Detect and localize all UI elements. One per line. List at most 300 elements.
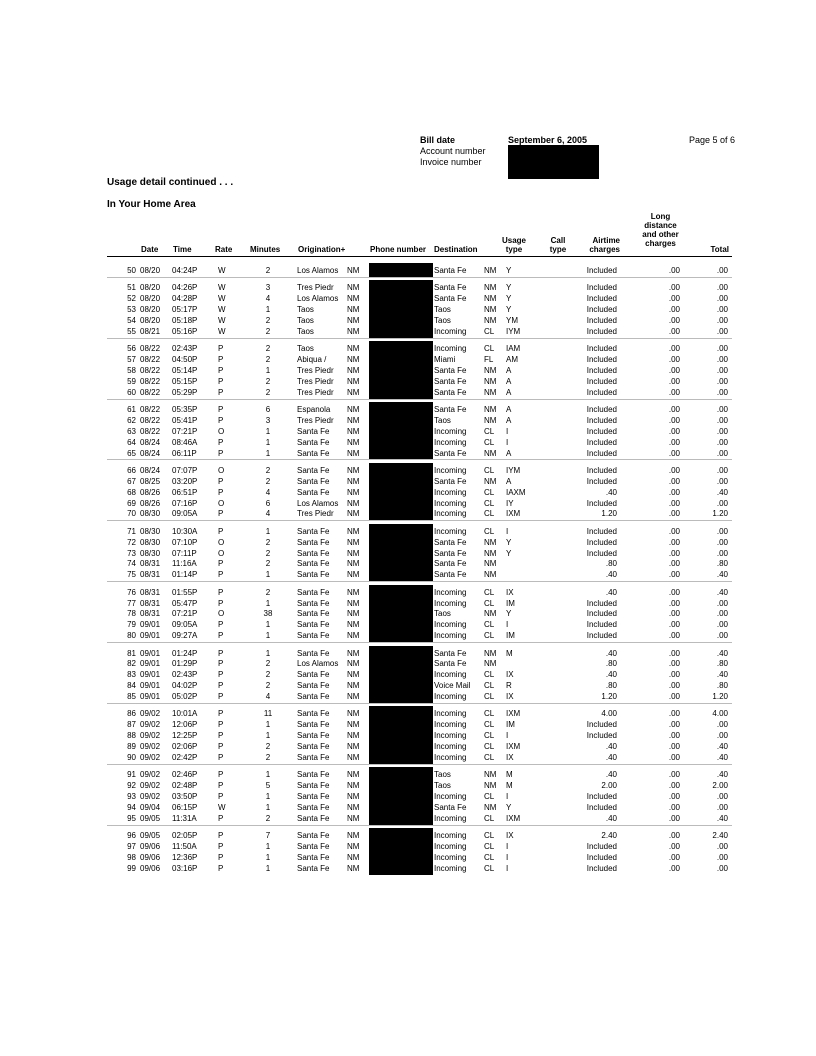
call-time: 04:50P xyxy=(172,355,198,365)
airtime-charges: Included xyxy=(586,366,617,375)
call-time: 02:05P xyxy=(172,831,198,841)
dest-state: CL xyxy=(484,691,495,701)
group-divider xyxy=(107,581,732,582)
call-date: 09/05 xyxy=(140,813,161,823)
call-minutes: 2 xyxy=(265,476,271,486)
origin-city: Santa Fe xyxy=(297,537,330,547)
dest-city: Santa Fe xyxy=(434,548,467,558)
origin-city: Santa Fe xyxy=(297,852,330,862)
col-airtime-charges xyxy=(575,236,620,254)
origin-city: Santa Fe xyxy=(297,802,330,812)
call-minutes: 1 xyxy=(265,526,271,536)
origin-city: Santa Fe xyxy=(297,609,330,619)
call-rate: O xyxy=(218,466,225,475)
ld-charges: .00 xyxy=(668,741,680,751)
dest-state: NM xyxy=(484,648,497,658)
ld-charges: .00 xyxy=(668,294,680,304)
group-divider xyxy=(107,459,732,460)
call-rate: P xyxy=(218,598,224,608)
origin-state: NM xyxy=(347,466,360,475)
call-time: 07:16P xyxy=(172,498,198,508)
airtime-charges: Included xyxy=(586,294,617,304)
call-date: 08/20 xyxy=(140,266,161,275)
header-rule xyxy=(107,256,732,257)
call-time: 11:16A xyxy=(172,559,197,569)
dest-state: CL xyxy=(484,863,495,873)
dest-city: Taos xyxy=(434,316,451,325)
origin-city: Tres Piedr xyxy=(297,416,334,425)
call-rate: P xyxy=(218,526,224,536)
redacted-phone-numbers xyxy=(369,585,433,643)
ld-charges: .00 xyxy=(668,405,680,415)
call-date: 08/31 xyxy=(140,598,161,608)
airtime-charges: Included xyxy=(586,852,617,862)
usage-type: Y xyxy=(506,266,512,275)
origin-state: NM xyxy=(347,448,360,458)
row-number: 53 xyxy=(127,305,136,315)
dest-city: Incoming xyxy=(434,344,467,354)
dest-state: CL xyxy=(484,831,495,841)
row-number: 74 xyxy=(127,559,136,569)
col-ld-line2: distance xyxy=(644,221,677,230)
call-minutes: 2 xyxy=(265,376,271,386)
call-time: 04:26P xyxy=(172,283,198,293)
usage-type: R xyxy=(506,681,512,691)
ld-charges: .00 xyxy=(668,326,680,336)
row-number: 66 xyxy=(127,466,136,475)
origin-city: Tres Piedr xyxy=(297,387,334,397)
row-number: 98 xyxy=(127,852,136,862)
call-date: 09/02 xyxy=(140,741,161,751)
call-rate: W xyxy=(218,266,226,275)
row-number: 80 xyxy=(127,631,136,641)
call-rate: P xyxy=(218,770,224,780)
call-date: 09/01 xyxy=(140,681,161,691)
origin-city: Santa Fe xyxy=(297,720,330,730)
ld-charges: .00 xyxy=(668,376,680,386)
dest-city: Incoming xyxy=(434,831,467,841)
call-rate: P xyxy=(218,813,224,823)
call-date: 09/01 xyxy=(140,620,161,630)
call-date: 08/22 xyxy=(140,376,161,386)
origin-state: NM xyxy=(347,752,360,762)
usage-type: I xyxy=(506,841,509,851)
usage-type: I xyxy=(506,426,509,436)
origin-state: NM xyxy=(347,659,360,669)
usage-type: A xyxy=(506,476,512,486)
dest-state: CL xyxy=(484,426,495,436)
origin-city: Santa Fe xyxy=(297,670,330,680)
ld-charges: .00 xyxy=(668,316,680,325)
dest-city: Incoming xyxy=(434,863,467,873)
dest-state: NM xyxy=(484,548,497,558)
origin-city: Santa Fe xyxy=(297,466,330,475)
row-number: 52 xyxy=(127,294,136,304)
origin-state: NM xyxy=(347,620,360,630)
origin-state: NM xyxy=(347,266,360,275)
dest-state: NM xyxy=(484,294,497,304)
usage-type: Y xyxy=(506,609,512,619)
origin-city: Santa Fe xyxy=(297,526,330,536)
total-charges: .00 xyxy=(716,791,728,801)
origin-state: NM xyxy=(347,570,360,580)
call-minutes: 7 xyxy=(265,831,271,841)
row-number: 51 xyxy=(127,283,136,293)
call-date: 08/31 xyxy=(140,559,161,569)
dest-city: Voice Mail xyxy=(434,681,471,691)
row-number: 63 xyxy=(127,426,136,436)
total-charges: .40 xyxy=(716,570,728,580)
call-time: 02:43P xyxy=(172,344,198,354)
call-time: 05:47P xyxy=(172,598,198,608)
dest-city: Incoming xyxy=(434,526,467,536)
airtime-charges: .40 xyxy=(605,670,617,680)
dest-state: CL xyxy=(484,841,495,851)
ld-charges: .00 xyxy=(668,448,680,458)
origin-city: Santa Fe xyxy=(297,548,330,558)
dest-city: Incoming xyxy=(434,841,467,851)
dest-city: Santa Fe xyxy=(434,283,467,293)
call-minutes: 1 xyxy=(265,720,271,730)
origin-state: NM xyxy=(347,294,360,304)
call-minutes: 2 xyxy=(265,355,271,365)
total-charges: .00 xyxy=(716,305,728,315)
dest-state: NM xyxy=(484,659,497,669)
call-date: 08/30 xyxy=(140,537,161,547)
origin-state: NM xyxy=(347,387,360,397)
row-number: 58 xyxy=(127,366,136,375)
call-minutes: 38 xyxy=(263,609,273,619)
total-charges: .00 xyxy=(716,498,728,508)
call-rate: P xyxy=(218,387,224,397)
row-number: 83 xyxy=(127,670,136,680)
call-minutes: 2 xyxy=(265,266,271,275)
ld-charges: .00 xyxy=(668,526,680,536)
call-time: 03:16P xyxy=(172,863,198,873)
origin-state: NM xyxy=(347,609,360,619)
usage-type: IXM xyxy=(506,741,521,751)
airtime-charges: Included xyxy=(586,609,617,619)
origin-state: NM xyxy=(347,366,360,375)
origin-state: NM xyxy=(347,487,360,497)
dest-state: CL xyxy=(484,598,495,608)
usage-type: IX xyxy=(506,752,514,762)
col-usage-line1: Usage xyxy=(501,236,526,245)
group-divider xyxy=(107,825,732,826)
dest-city: Incoming xyxy=(434,487,467,497)
origin-state: NM xyxy=(347,416,360,425)
call-minutes: 4 xyxy=(265,487,271,497)
origin-city: Santa Fe xyxy=(297,681,330,691)
airtime-charges: 1.20 xyxy=(601,691,617,701)
origin-city: Santa Fe xyxy=(297,831,330,841)
ld-charges: .00 xyxy=(668,841,680,851)
call-time: 02:06P xyxy=(172,741,198,751)
call-minutes: 1 xyxy=(265,731,271,741)
call-time: 11:31A xyxy=(172,813,197,823)
dest-state: CL xyxy=(484,731,495,741)
total-charges: 2.40 xyxy=(712,831,728,841)
call-date: 09/02 xyxy=(140,720,161,730)
redacted-phone-numbers xyxy=(369,646,433,704)
dest-city: Incoming xyxy=(434,498,467,508)
call-date: 08/31 xyxy=(140,587,161,597)
call-minutes: 2 xyxy=(265,537,271,547)
group-divider xyxy=(107,399,732,400)
call-minutes: 1 xyxy=(265,841,271,851)
call-date: 08/25 xyxy=(140,476,161,486)
origin-state: NM xyxy=(347,691,360,701)
call-date: 09/02 xyxy=(140,752,161,762)
row-number: 89 xyxy=(127,741,136,751)
call-time: 07:10P xyxy=(172,537,198,547)
dest-city: Santa Fe xyxy=(434,294,467,304)
origin-city: Santa Fe xyxy=(297,587,330,597)
dest-state: CL xyxy=(484,620,495,630)
call-date: 08/24 xyxy=(140,466,161,475)
row-number: 60 xyxy=(127,387,136,397)
ld-charges: .00 xyxy=(668,691,680,701)
airtime-charges: Included xyxy=(586,537,617,547)
total-charges: 4.00 xyxy=(712,709,728,719)
airtime-charges: Included xyxy=(586,841,617,851)
call-rate: W xyxy=(218,305,226,315)
redacted-phone-numbers xyxy=(369,341,433,399)
total-charges: .00 xyxy=(716,466,728,475)
call-rate: P xyxy=(218,416,224,425)
group-divider xyxy=(107,764,732,765)
origin-state: NM xyxy=(347,526,360,536)
ld-charges: .00 xyxy=(668,426,680,436)
dest-state: NM xyxy=(484,559,497,569)
col-usage-type xyxy=(498,236,530,254)
total-charges: .40 xyxy=(716,770,728,780)
row-number: 64 xyxy=(127,437,136,447)
usage-type: A xyxy=(506,366,512,375)
dest-state: NM xyxy=(484,316,497,325)
total-charges: .00 xyxy=(716,344,728,354)
dest-state: CL xyxy=(484,852,495,862)
airtime-charges: Included xyxy=(586,598,617,608)
origin-city: Santa Fe xyxy=(297,770,330,780)
airtime-charges: Included xyxy=(586,548,617,558)
call-rate: P xyxy=(218,448,224,458)
airtime-charges: .40 xyxy=(605,770,617,780)
row-number: 77 xyxy=(127,598,136,608)
origin-city: Los Alamos xyxy=(297,266,339,275)
call-rate: P xyxy=(218,791,224,801)
row-number: 90 xyxy=(127,752,136,762)
ld-charges: .00 xyxy=(668,344,680,354)
dest-state: CL xyxy=(484,709,495,719)
call-date: 08/22 xyxy=(140,405,161,415)
row-number: 70 xyxy=(127,509,136,519)
ld-charges: .00 xyxy=(668,559,680,569)
dest-state: CL xyxy=(484,720,495,730)
usage-type: A xyxy=(506,448,512,458)
origin-state: NM xyxy=(347,741,360,751)
airtime-charges: Included xyxy=(586,426,617,436)
origin-state: NM xyxy=(347,498,360,508)
total-charges: .00 xyxy=(716,316,728,325)
dest-city: Incoming xyxy=(434,587,467,597)
origin-city: Santa Fe xyxy=(297,437,330,447)
total-charges: .00 xyxy=(716,548,728,558)
airtime-charges: Included xyxy=(586,863,617,873)
dest-state: CL xyxy=(484,487,495,497)
dest-city: Incoming xyxy=(434,437,467,447)
total-charges: .00 xyxy=(716,731,728,741)
call-time: 02:46P xyxy=(172,770,198,780)
origin-state: NM xyxy=(347,537,360,547)
dest-state: CL xyxy=(484,344,495,354)
origin-city: Tres Piedr xyxy=(297,376,334,386)
dest-state: CL xyxy=(484,437,495,447)
ld-charges: .00 xyxy=(668,620,680,630)
row-number: 65 xyxy=(127,448,136,458)
row-number: 85 xyxy=(127,691,136,701)
usage-type: Y xyxy=(506,537,512,547)
call-time: 02:43P xyxy=(172,670,198,680)
total-charges: .00 xyxy=(716,405,728,415)
call-rate: P xyxy=(218,752,224,762)
dest-city: Incoming xyxy=(434,741,467,751)
usage-type: A xyxy=(506,405,512,415)
call-date: 08/20 xyxy=(140,316,161,325)
call-date: 09/06 xyxy=(140,841,161,851)
origin-city: Santa Fe xyxy=(297,781,330,791)
call-rate: P xyxy=(218,709,224,719)
total-charges: .00 xyxy=(716,387,728,397)
redacted-phone-numbers xyxy=(369,828,433,875)
row-number: 96 xyxy=(127,831,136,841)
origin-state: NM xyxy=(347,720,360,730)
dest-city: Incoming xyxy=(434,720,467,730)
origin-state: NM xyxy=(347,709,360,719)
call-rate: W xyxy=(218,326,226,336)
call-rate: P xyxy=(218,831,224,841)
call-time: 10:01A xyxy=(172,709,198,719)
row-number: 94 xyxy=(127,802,136,812)
dest-city: Santa Fe xyxy=(434,405,467,415)
call-rate: O xyxy=(218,426,225,436)
call-minutes: 2 xyxy=(265,548,271,558)
airtime-charges: Included xyxy=(586,466,617,475)
airtime-charges: 4.00 xyxy=(601,709,617,719)
dest-state: NM xyxy=(484,283,497,293)
call-time: 05:41P xyxy=(172,416,198,425)
call-time: 07:21P xyxy=(172,426,198,436)
col-call-line1: Call xyxy=(550,236,566,245)
call-date: 08/30 xyxy=(140,548,161,558)
airtime-charges: .40 xyxy=(605,752,617,762)
group-divider xyxy=(107,277,732,278)
call-minutes: 1 xyxy=(265,598,271,608)
usage-type: M xyxy=(506,781,513,791)
origin-city: Abiqua / xyxy=(297,355,327,365)
airtime-charges: Included xyxy=(586,344,617,354)
row-number: 81 xyxy=(127,648,136,658)
total-charges: .40 xyxy=(716,752,728,762)
call-rate: P xyxy=(218,648,224,658)
ld-charges: .00 xyxy=(668,305,680,315)
call-date: 08/26 xyxy=(140,487,161,497)
ld-charges: .00 xyxy=(668,648,680,658)
total-charges: .00 xyxy=(716,598,728,608)
call-time: 10:30A xyxy=(172,526,198,536)
total-charges: .00 xyxy=(716,283,728,293)
row-number: 91 xyxy=(127,770,136,780)
row-number: 84 xyxy=(127,681,136,691)
origin-city: Santa Fe xyxy=(297,863,330,873)
call-date: 09/01 xyxy=(140,670,161,680)
origin-state: NM xyxy=(347,852,360,862)
call-date: 08/22 xyxy=(140,416,161,425)
dest-city: Incoming xyxy=(434,620,467,630)
call-time: 09:27A xyxy=(172,631,198,641)
call-minutes: 1 xyxy=(265,631,271,641)
airtime-charges: Included xyxy=(586,283,617,293)
dest-city: Santa Fe xyxy=(434,648,467,658)
origin-city: Santa Fe xyxy=(297,709,330,719)
dest-city: Santa Fe xyxy=(434,387,467,397)
ld-charges: .00 xyxy=(668,659,680,669)
call-date: 08/24 xyxy=(140,437,161,447)
total-charges: .00 xyxy=(716,376,728,386)
col-long-distance-charges xyxy=(633,212,688,248)
total-charges: .40 xyxy=(716,741,728,751)
dest-city: Santa Fe xyxy=(434,448,467,458)
total-charges: .00 xyxy=(716,620,728,630)
redacted-phone-numbers xyxy=(369,402,433,460)
call-time: 07:11P xyxy=(172,548,197,558)
total-charges: .80 xyxy=(716,659,728,669)
origin-city: Santa Fe xyxy=(297,426,330,436)
airtime-charges: .80 xyxy=(605,659,617,669)
origin-city: Santa Fe xyxy=(297,741,330,751)
dest-city: Taos xyxy=(434,770,451,780)
usage-type: Y xyxy=(506,802,512,812)
origin-city: Los Alamos xyxy=(297,498,339,508)
total-charges: 2.00 xyxy=(712,781,728,791)
col-airtime-line1: Airtime xyxy=(592,236,620,245)
call-time: 05:18P xyxy=(172,316,198,325)
origin-state: NM xyxy=(347,548,360,558)
call-minutes: 2 xyxy=(265,387,271,397)
call-rate: P xyxy=(218,659,224,669)
redacted-phone-numbers xyxy=(369,463,433,521)
call-minutes: 2 xyxy=(265,587,271,597)
row-number: 82 xyxy=(127,659,136,669)
call-rate: P xyxy=(218,631,224,641)
call-date: 08/22 xyxy=(140,366,161,375)
dest-city: Santa Fe xyxy=(434,659,467,669)
usage-type: A xyxy=(506,376,512,386)
ld-charges: .00 xyxy=(668,670,680,680)
col-call-line2: type xyxy=(549,245,567,254)
call-rate: O xyxy=(218,537,225,547)
airtime-charges: Included xyxy=(586,498,617,508)
call-rate: P xyxy=(218,476,224,486)
ld-charges: .00 xyxy=(668,720,680,730)
row-number: 55 xyxy=(127,326,136,336)
call-time: 01:24P xyxy=(172,648,198,658)
airtime-charges: .40 xyxy=(605,741,617,751)
call-minutes: 4 xyxy=(265,294,271,304)
call-minutes: 2 xyxy=(265,326,271,336)
origin-state: NM xyxy=(347,791,360,801)
ld-charges: .00 xyxy=(668,681,680,691)
